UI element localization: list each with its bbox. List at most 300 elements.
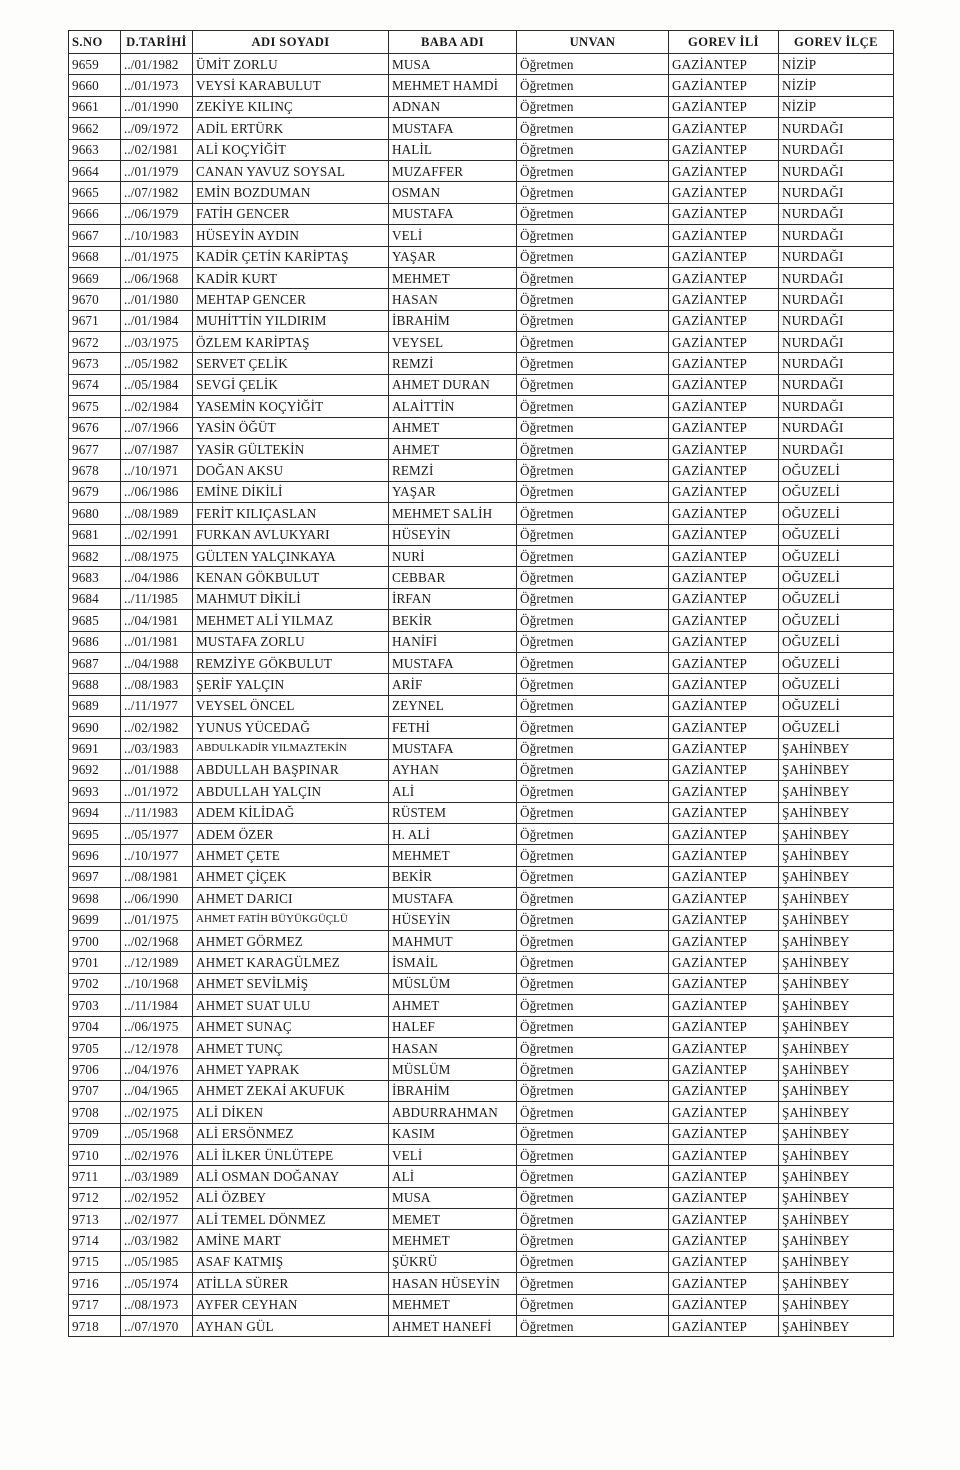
table-row (69, 1273, 894, 1294)
cell-full-name: AHMET KARAGÜLMEZ (193, 952, 389, 973)
cell-district: ŞAHİNBEY (779, 781, 894, 802)
cell-title: Öğretmen (517, 995, 669, 1016)
cell-full-name: ADİL ERTÜRK (193, 118, 389, 139)
cell-district: OĞUZELİ (779, 460, 894, 481)
cell-full-name: FERİT KILIÇASLAN (193, 503, 389, 524)
cell-province: GAZİANTEP (669, 289, 779, 310)
cell-sno: 9696 (69, 845, 121, 866)
table-row (69, 888, 894, 909)
cell-sno: 9697 (69, 866, 121, 887)
cell-sno: 9708 (69, 1102, 121, 1123)
cell-title: Öğretmen (517, 203, 669, 224)
cell-full-name: FATİH GENCER (193, 203, 389, 224)
cell-father-name: ALİ (389, 1166, 517, 1187)
cell-province: GAZİANTEP (669, 952, 779, 973)
cell-full-name: AHMET DARICI (193, 888, 389, 909)
cell-full-name: ALİ KOÇYİĞİT (193, 139, 389, 160)
cell-title: Öğretmen (517, 695, 669, 716)
cell-birth-date: ../02/1976 (121, 1144, 193, 1165)
column-header-sno: S.NO (69, 31, 121, 54)
cell-full-name: ZEKİYE KILINÇ (193, 96, 389, 117)
cell-district: ŞAHİNBEY (779, 1037, 894, 1058)
cell-full-name: AHMET SUAT ULU (193, 995, 389, 1016)
cell-title: Öğretmen (517, 674, 669, 695)
cell-province: GAZİANTEP (669, 888, 779, 909)
cell-district: ŞAHİNBEY (779, 995, 894, 1016)
cell-full-name: AYFER CEYHAN (193, 1294, 389, 1315)
column-header-province: GOREV İLİ (669, 31, 779, 54)
cell-title: Öğretmen (517, 481, 669, 502)
table-header (69, 31, 894, 54)
cell-province: GAZİANTEP (669, 866, 779, 887)
cell-province: GAZİANTEP (669, 1123, 779, 1144)
table-row (69, 118, 894, 139)
cell-sno: 9694 (69, 802, 121, 823)
cell-sno: 9684 (69, 588, 121, 609)
cell-title: Öğretmen (517, 289, 669, 310)
cell-father-name: OSMAN (389, 182, 517, 203)
cell-sno: 9670 (69, 289, 121, 310)
cell-sno: 9689 (69, 695, 121, 716)
cell-district: OĞUZELİ (779, 481, 894, 502)
cell-title: Öğretmen (517, 952, 669, 973)
cell-district: NURDAĞI (779, 310, 894, 331)
cell-title: Öğretmen (517, 503, 669, 524)
cell-father-name: AHMET (389, 439, 517, 460)
cell-title: Öğretmen (517, 1144, 669, 1165)
cell-father-name: İSMAİL (389, 952, 517, 973)
cell-title: Öğretmen (517, 631, 669, 652)
cell-district: ŞAHİNBEY (779, 909, 894, 930)
cell-title: Öğretmen (517, 1273, 669, 1294)
cell-full-name: ALİ DİKEN (193, 1102, 389, 1123)
cell-birth-date: ../09/1972 (121, 118, 193, 139)
cell-title: Öğretmen (517, 310, 669, 331)
cell-father-name: VELİ (389, 225, 517, 246)
cell-sno: 9661 (69, 96, 121, 117)
cell-father-name: ALAİTTİN (389, 396, 517, 417)
cell-district: ŞAHİNBEY (779, 1123, 894, 1144)
cell-sno: 9698 (69, 888, 121, 909)
cell-district: ŞAHİNBEY (779, 931, 894, 952)
table-body (69, 54, 894, 1337)
cell-district: OĞUZELİ (779, 588, 894, 609)
cell-district: OĞUZELİ (779, 524, 894, 545)
cell-province: GAZİANTEP (669, 588, 779, 609)
cell-full-name: EMİNE DİKİLİ (193, 481, 389, 502)
cell-title: Öğretmen (517, 866, 669, 887)
cell-sno: 9692 (69, 759, 121, 780)
cell-title: Öğretmen (517, 888, 669, 909)
cell-birth-date: ../01/1990 (121, 96, 193, 117)
cell-title: Öğretmen (517, 909, 669, 930)
cell-birth-date: ../01/1982 (121, 54, 193, 75)
cell-father-name: MUSA (389, 1187, 517, 1208)
cell-district: NURDAĞI (779, 417, 894, 438)
cell-district: NURDAĞI (779, 289, 894, 310)
cell-province: GAZİANTEP (669, 225, 779, 246)
cell-full-name: ALİ ERSÖNMEZ (193, 1123, 389, 1144)
cell-birth-date: ../08/1981 (121, 866, 193, 887)
cell-province: GAZİANTEP (669, 75, 779, 96)
cell-sno: 9676 (69, 417, 121, 438)
cell-sno: 9712 (69, 1187, 121, 1208)
cell-sno: 9660 (69, 75, 121, 96)
table-row (69, 717, 894, 738)
cell-full-name: ABDULKADİR YILMAZTEKİN (193, 738, 389, 759)
cell-province: GAZİANTEP (669, 781, 779, 802)
cell-sno: 9681 (69, 524, 121, 545)
table-row (69, 1316, 894, 1337)
cell-sno: 9714 (69, 1230, 121, 1251)
cell-district: NURDAĞI (779, 139, 894, 160)
cell-birth-date: ../01/1980 (121, 289, 193, 310)
cell-full-name: ATİLLA SÜRER (193, 1273, 389, 1294)
table-row (69, 75, 894, 96)
cell-district: OĞUZELİ (779, 631, 894, 652)
cell-father-name: MEMET (389, 1209, 517, 1230)
cell-province: GAZİANTEP (669, 717, 779, 738)
table-row (69, 781, 894, 802)
cell-sno: 9680 (69, 503, 121, 524)
cell-title: Öğretmen (517, 353, 669, 374)
cell-full-name: ADEM ÖZER (193, 824, 389, 845)
cell-full-name: HÜSEYİN AYDIN (193, 225, 389, 246)
cell-full-name: SERVET ÇELİK (193, 353, 389, 374)
cell-district: ŞAHİNBEY (779, 973, 894, 994)
cell-full-name: SEVGİ ÇELİK (193, 374, 389, 395)
cell-birth-date: ../07/1970 (121, 1316, 193, 1337)
table-row (69, 289, 894, 310)
cell-birth-date: ../06/1990 (121, 888, 193, 909)
cell-birth-date: ../01/1975 (121, 909, 193, 930)
cell-province: GAZİANTEP (669, 1059, 779, 1080)
cell-title: Öğretmen (517, 759, 669, 780)
cell-province: GAZİANTEP (669, 481, 779, 502)
cell-full-name: KADİR ÇETİN KARİPTAŞ (193, 246, 389, 267)
cell-father-name: FETHİ (389, 717, 517, 738)
cell-birth-date: ../04/1976 (121, 1059, 193, 1080)
cell-full-name: ABDULLAH YALÇIN (193, 781, 389, 802)
cell-birth-date: ../02/1981 (121, 139, 193, 160)
table-row (69, 374, 894, 395)
cell-title: Öğretmen (517, 973, 669, 994)
cell-province: GAZİANTEP (669, 652, 779, 673)
cell-district: NİZİP (779, 54, 894, 75)
cell-title: Öğretmen (517, 567, 669, 588)
cell-father-name: REMZİ (389, 353, 517, 374)
column-header-title: UNVAN (517, 31, 669, 54)
cell-district: ŞAHİNBEY (779, 866, 894, 887)
cell-district: OĞUZELİ (779, 674, 894, 695)
cell-province: GAZİANTEP (669, 1102, 779, 1123)
cell-full-name: ÜMİT ZORLU (193, 54, 389, 75)
cell-full-name: FURKAN AVLUKYARI (193, 524, 389, 545)
cell-province: GAZİANTEP (669, 674, 779, 695)
cell-father-name: AHMET DURAN (389, 374, 517, 395)
cell-title: Öğretmen (517, 1294, 669, 1315)
cell-birth-date: ../01/1981 (121, 631, 193, 652)
table-row (69, 460, 894, 481)
cell-title: Öğretmen (517, 439, 669, 460)
cell-sno: 9691 (69, 738, 121, 759)
table-row (69, 225, 894, 246)
cell-title: Öğretmen (517, 1251, 669, 1272)
table-row (69, 481, 894, 502)
cell-title: Öğretmen (517, 1059, 669, 1080)
cell-province: GAZİANTEP (669, 54, 779, 75)
table-row (69, 695, 894, 716)
table-row (69, 952, 894, 973)
cell-district: NURDAĞI (779, 118, 894, 139)
cell-province: GAZİANTEP (669, 1251, 779, 1272)
cell-district: OĞUZELİ (779, 695, 894, 716)
cell-birth-date: ../01/1984 (121, 310, 193, 331)
cell-province: GAZİANTEP (669, 139, 779, 160)
cell-province: GAZİANTEP (669, 1037, 779, 1058)
table-row (69, 310, 894, 331)
cell-title: Öğretmen (517, 1016, 669, 1037)
cell-title: Öğretmen (517, 1166, 669, 1187)
cell-title: Öğretmen (517, 139, 669, 160)
cell-district: ŞAHİNBEY (779, 738, 894, 759)
cell-birth-date: ../11/1983 (121, 802, 193, 823)
cell-sno: 9695 (69, 824, 121, 845)
cell-district: ŞAHİNBEY (779, 1102, 894, 1123)
cell-province: GAZİANTEP (669, 417, 779, 438)
cell-province: GAZİANTEP (669, 267, 779, 288)
cell-sno: 9716 (69, 1273, 121, 1294)
table-row (69, 931, 894, 952)
cell-full-name: ALİ TEMEL DÖNMEZ (193, 1209, 389, 1230)
cell-title: Öğretmen (517, 96, 669, 117)
cell-birth-date: ../04/1981 (121, 610, 193, 631)
table-row (69, 267, 894, 288)
cell-birth-date: ../05/1968 (121, 1123, 193, 1144)
cell-sno: 9683 (69, 567, 121, 588)
cell-birth-date: ../07/1982 (121, 182, 193, 203)
cell-birth-date: ../11/1985 (121, 588, 193, 609)
cell-title: Öğretmen (517, 1080, 669, 1101)
cell-sno: 9665 (69, 182, 121, 203)
cell-birth-date: ../10/1971 (121, 460, 193, 481)
cell-province: GAZİANTEP (669, 610, 779, 631)
cell-birth-date: ../05/1982 (121, 353, 193, 374)
cell-full-name: ASAF KATMIŞ (193, 1251, 389, 1272)
table-row (69, 96, 894, 117)
cell-title: Öğretmen (517, 54, 669, 75)
cell-province: GAZİANTEP (669, 460, 779, 481)
cell-district: ŞAHİNBEY (779, 952, 894, 973)
cell-sno: 9682 (69, 545, 121, 566)
cell-birth-date: ../04/1986 (121, 567, 193, 588)
cell-province: GAZİANTEP (669, 203, 779, 224)
cell-birth-date: ../02/1952 (121, 1187, 193, 1208)
cell-district: NURDAĞI (779, 439, 894, 460)
cell-sno: 9701 (69, 952, 121, 973)
cell-birth-date: ../01/1973 (121, 75, 193, 96)
cell-birth-date: ../05/1984 (121, 374, 193, 395)
column-header-name: ADI SOYADI (193, 31, 389, 54)
cell-birth-date: ../10/1983 (121, 225, 193, 246)
cell-province: GAZİANTEP (669, 695, 779, 716)
cell-birth-date: ../12/1978 (121, 1037, 193, 1058)
cell-father-name: İBRAHİM (389, 310, 517, 331)
cell-father-name: MEHMET HAMDİ (389, 75, 517, 96)
cell-full-name: ALİ OSMAN DOĞANAY (193, 1166, 389, 1187)
table-row (69, 759, 894, 780)
cell-full-name: AHMET SEVİLMİŞ (193, 973, 389, 994)
cell-birth-date: ../03/1975 (121, 332, 193, 353)
cell-title: Öğretmen (517, 652, 669, 673)
cell-father-name: AHMET (389, 995, 517, 1016)
cell-full-name: EMİN BOZDUMAN (193, 182, 389, 203)
cell-father-name: ALİ (389, 781, 517, 802)
cell-full-name: AHMET SUNAÇ (193, 1016, 389, 1037)
cell-district: ŞAHİNBEY (779, 1187, 894, 1208)
cell-birth-date: ../07/1966 (121, 417, 193, 438)
table-row (69, 1144, 894, 1165)
table-row (69, 524, 894, 545)
cell-sno: 9674 (69, 374, 121, 395)
cell-province: GAZİANTEP (669, 374, 779, 395)
cell-sno: 9687 (69, 652, 121, 673)
cell-province: GAZİANTEP (669, 310, 779, 331)
cell-title: Öğretmen (517, 160, 669, 181)
cell-province: GAZİANTEP (669, 545, 779, 566)
cell-birth-date: ../06/1975 (121, 1016, 193, 1037)
cell-sno: 9672 (69, 332, 121, 353)
cell-province: GAZİANTEP (669, 909, 779, 930)
cell-district: NURDAĞI (779, 374, 894, 395)
table-row (69, 631, 894, 652)
cell-title: Öğretmen (517, 1209, 669, 1230)
cell-father-name: MUSA (389, 54, 517, 75)
cell-sno: 9690 (69, 717, 121, 738)
table-row (69, 1059, 894, 1080)
cell-father-name: HASAN (389, 1037, 517, 1058)
cell-district: NURDAĞI (779, 246, 894, 267)
cell-birth-date: ../01/1988 (121, 759, 193, 780)
cell-title: Öğretmen (517, 845, 669, 866)
cell-title: Öğretmen (517, 246, 669, 267)
cell-sno: 9707 (69, 1080, 121, 1101)
cell-province: GAZİANTEP (669, 160, 779, 181)
cell-sno: 9704 (69, 1016, 121, 1037)
cell-province: GAZİANTEP (669, 802, 779, 823)
cell-title: Öğretmen (517, 1037, 669, 1058)
cell-district: ŞAHİNBEY (779, 888, 894, 909)
cell-province: GAZİANTEP (669, 246, 779, 267)
cell-title: Öğretmen (517, 545, 669, 566)
cell-father-name: MAHMUT (389, 931, 517, 952)
cell-district: ŞAHİNBEY (779, 1144, 894, 1165)
cell-sno: 9679 (69, 481, 121, 502)
table-row (69, 160, 894, 181)
cell-father-name: CEBBAR (389, 567, 517, 588)
cell-birth-date: ../08/1973 (121, 1294, 193, 1315)
table-row (69, 54, 894, 75)
cell-father-name: MUSTAFA (389, 203, 517, 224)
cell-father-name: REMZİ (389, 460, 517, 481)
cell-father-name: RÜSTEM (389, 802, 517, 823)
cell-birth-date: ../06/1979 (121, 203, 193, 224)
cell-district: NURDAĞI (779, 203, 894, 224)
column-header-district: GOREV İLÇE (779, 31, 894, 54)
cell-father-name: MUSTAFA (389, 652, 517, 673)
cell-father-name: HÜSEYİN (389, 524, 517, 545)
cell-district: ŞAHİNBEY (779, 759, 894, 780)
table-row (69, 1037, 894, 1058)
cell-father-name: MUSTAFA (389, 118, 517, 139)
cell-birth-date: ../01/1975 (121, 246, 193, 267)
table-row (69, 246, 894, 267)
cell-father-name: AHMET HANEFİ (389, 1316, 517, 1337)
cell-father-name: H. ALİ (389, 824, 517, 845)
cell-full-name: KENAN GÖKBULUT (193, 567, 389, 588)
cell-sno: 9668 (69, 246, 121, 267)
table-row (69, 973, 894, 994)
cell-birth-date: ../06/1986 (121, 481, 193, 502)
cell-full-name: CANAN YAVUZ SOYSAL (193, 160, 389, 181)
cell-birth-date: ../06/1968 (121, 267, 193, 288)
cell-full-name: MAHMUT DİKİLİ (193, 588, 389, 609)
appointment-table (68, 30, 894, 1337)
cell-birth-date: ../01/1972 (121, 781, 193, 802)
cell-father-name: HÜSEYİN (389, 909, 517, 930)
cell-father-name: ARİF (389, 674, 517, 695)
table-row (69, 909, 894, 930)
cell-sno: 9673 (69, 353, 121, 374)
cell-province: GAZİANTEP (669, 332, 779, 353)
cell-district: ŞAHİNBEY (779, 1230, 894, 1251)
cell-title: Öğretmen (517, 118, 669, 139)
cell-father-name: BEKİR (389, 866, 517, 887)
table-container (68, 30, 893, 1337)
cell-province: GAZİANTEP (669, 1080, 779, 1101)
cell-father-name: MÜSLÜM (389, 973, 517, 994)
cell-father-name: VELİ (389, 1144, 517, 1165)
column-header-date: D.TARİHİ (121, 31, 193, 54)
table-row (69, 1166, 894, 1187)
cell-full-name: KADİR KURT (193, 267, 389, 288)
cell-full-name: ALİ ÖZBEY (193, 1187, 389, 1208)
cell-district: OĞUZELİ (779, 652, 894, 673)
cell-district: ŞAHİNBEY (779, 1251, 894, 1272)
cell-father-name: YAŞAR (389, 481, 517, 502)
cell-title: Öğretmen (517, 802, 669, 823)
table-row (69, 866, 894, 887)
cell-title: Öğretmen (517, 396, 669, 417)
cell-birth-date: ../05/1974 (121, 1273, 193, 1294)
cell-father-name: HASAN HÜSEYİN (389, 1273, 517, 1294)
cell-sno: 9700 (69, 931, 121, 952)
cell-district: NURDAĞI (779, 160, 894, 181)
cell-birth-date: ../02/1977 (121, 1209, 193, 1230)
cell-father-name: MÜSLÜM (389, 1059, 517, 1080)
cell-province: GAZİANTEP (669, 824, 779, 845)
cell-full-name: AHMET GÖRMEZ (193, 931, 389, 952)
cell-full-name: ÖZLEM KARİPTAŞ (193, 332, 389, 353)
cell-sno: 9710 (69, 1144, 121, 1165)
cell-full-name: YUNUS YÜCEDAĞ (193, 717, 389, 738)
cell-province: GAZİANTEP (669, 439, 779, 460)
cell-birth-date: ../10/1968 (121, 973, 193, 994)
cell-province: GAZİANTEP (669, 759, 779, 780)
table-row (69, 1187, 894, 1208)
cell-district: OĞUZELİ (779, 503, 894, 524)
cell-father-name: ZEYNEL (389, 695, 517, 716)
